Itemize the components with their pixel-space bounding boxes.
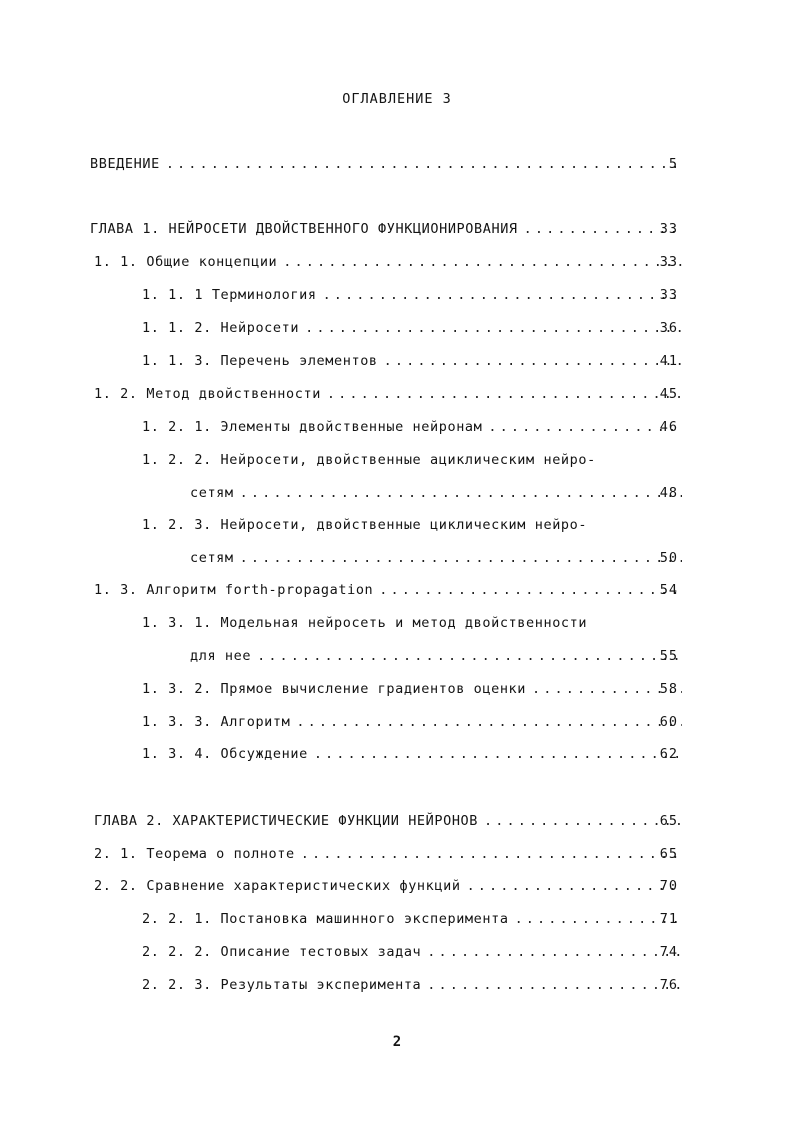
dot-leader	[234, 485, 682, 501]
toc-entry-section-1-3	[94, 582, 682, 604]
toc-page-number: 33	[659, 287, 678, 303]
toc-page-number: 33	[659, 254, 678, 270]
toc-entry-text: 1. 2. 3. Нейросети, двойственные циклическим нейро-	[142, 517, 588, 533]
toc-entry-text: 1. 1. Общие концепции	[94, 254, 278, 270]
toc-entry-text: сетям	[190, 550, 234, 566]
toc-entry-text: ВВЕДЕНИЕ	[90, 156, 160, 172]
toc-entry-text: 2. 2. 3. Результаты эксперимента	[142, 977, 422, 993]
toc-entry-subsection-1-3-1	[142, 615, 682, 637]
toc-page-number: 5	[668, 156, 678, 172]
toc-entry-section-2-1	[94, 846, 682, 868]
toc-title: ОГЛАВЛЕНИЕ 3	[342, 91, 452, 107]
toc-entry-text: 2. 2. 1. Постановка машинного эксперимента	[142, 911, 509, 927]
dot-leader	[373, 582, 682, 598]
toc-entry-text: сетям	[190, 485, 234, 501]
dot-leader	[251, 648, 682, 664]
toc-page-number: 58	[659, 681, 678, 697]
toc-entry-text: 1. 3. 3. Алгоритм	[142, 714, 291, 730]
toc-entry-text: 1. 1. 1 Терминология	[142, 287, 317, 303]
page-number: 2	[392, 1034, 402, 1050]
dot-leader	[295, 846, 682, 862]
toc-page-number: 41	[659, 353, 678, 369]
toc-entry-text: 1. 3. Алгоритм forth-propagation	[94, 582, 374, 598]
toc-entry-text: ГЛАВА 1. НЕЙРОСЕТИ ДВОЙСТВЕННОГО ФУНКЦИОНИРОВАНИЯ	[90, 221, 518, 237]
toc-entry-continuation	[190, 485, 682, 507]
dot-leader	[299, 320, 682, 336]
toc-page-number: 65	[659, 813, 678, 829]
toc-entry-text: 1. 2. 1. Элементы двойственные нейронам	[142, 419, 483, 435]
toc-page-number: 50	[659, 550, 678, 566]
toc-entry-subsection-1-3-3	[142, 714, 682, 736]
toc-entry-text: ГЛАВА 2. ХАРАКТЕРИСТИЧЕСКИЕ ФУНКЦИИ НЕЙРОНОВ	[94, 813, 479, 829]
toc-entry-continuation	[190, 648, 682, 670]
toc-entry-subsection-2-2-1	[142, 911, 682, 933]
toc-entry-text: 2. 2. 2. Описание тестовых задач	[142, 944, 422, 960]
dot-leader	[378, 353, 682, 369]
toc-page-number: 65	[659, 846, 678, 862]
toc-entry-text: 1. 1. 3. Перечень элементов	[142, 353, 378, 369]
toc-entry-text: 2. 1. Теорема о полноте	[94, 846, 295, 862]
toc-page-number: 60	[659, 714, 678, 730]
toc-entry-text: 1. 3. 2. Прямое вычисление градиентов оценки	[142, 681, 527, 697]
toc-entry-text: для нее	[190, 648, 252, 664]
dot-leader	[277, 254, 682, 270]
toc-entry-subsection-1-1-2	[142, 320, 682, 342]
toc-entry-subsection-1-2-1	[142, 419, 682, 441]
toc-entry-text: 2. 2. Сравнение характеристических функций	[94, 878, 461, 894]
toc-entry-subsection-1-3-2	[142, 681, 682, 703]
toc-entry-chapter-1	[90, 221, 682, 243]
toc-page-number: 71	[659, 911, 678, 927]
toc-page-number: 48	[659, 485, 678, 501]
toc-page-number: 36	[659, 320, 678, 336]
toc-entry-subsection-1-2-2	[142, 452, 682, 474]
toc-entry-subsection-1-2-3	[142, 517, 682, 539]
toc-entry-text: 1. 1. 2. Нейросети	[142, 320, 300, 336]
toc-entry-section-1-1	[94, 254, 682, 276]
toc-page-number: 45	[659, 386, 678, 402]
toc-entry-text: 1. 3. 4. Обсуждение	[142, 746, 308, 762]
toc-entry-text: 1. 2. 2. Нейросети, двойственные ациклическим нейро-	[142, 452, 596, 468]
toc-page-number: 55	[659, 648, 678, 664]
dot-leader	[321, 386, 682, 402]
toc-entry-subsection-2-2-2	[142, 944, 682, 966]
toc-entry-introduction	[90, 156, 682, 178]
toc-entry-continuation	[190, 550, 682, 572]
toc-entry-subsection-2-2-3	[142, 977, 682, 999]
toc-page-number: 70	[659, 878, 678, 894]
toc-entry-text: 1. 3. 1. Модельная нейросеть и метод двойственности	[142, 615, 588, 631]
toc-entry-subsection-1-1-1	[142, 287, 682, 309]
toc-page-number: 76	[659, 977, 678, 993]
toc-entry-section-2-2	[94, 878, 682, 900]
toc-entry-text: 1. 2. Метод двойственности	[94, 386, 321, 402]
toc-entry-chapter-2	[94, 813, 682, 835]
toc-page-number: 62	[659, 746, 678, 762]
dot-leader	[308, 746, 682, 762]
toc-page-number: 46	[659, 419, 678, 435]
toc-page-number: 74	[659, 944, 678, 960]
toc-page-number: 33	[659, 221, 678, 237]
toc-page-number: 54	[659, 582, 678, 598]
toc-entry-section-1-2	[94, 386, 682, 408]
dot-leader	[290, 714, 682, 730]
dot-leader	[234, 550, 682, 566]
dot-leader	[317, 287, 682, 303]
toc-entry-subsection-1-1-3	[142, 353, 682, 375]
dot-leader	[160, 156, 682, 172]
toc-entry-subsection-1-3-4	[142, 746, 682, 768]
